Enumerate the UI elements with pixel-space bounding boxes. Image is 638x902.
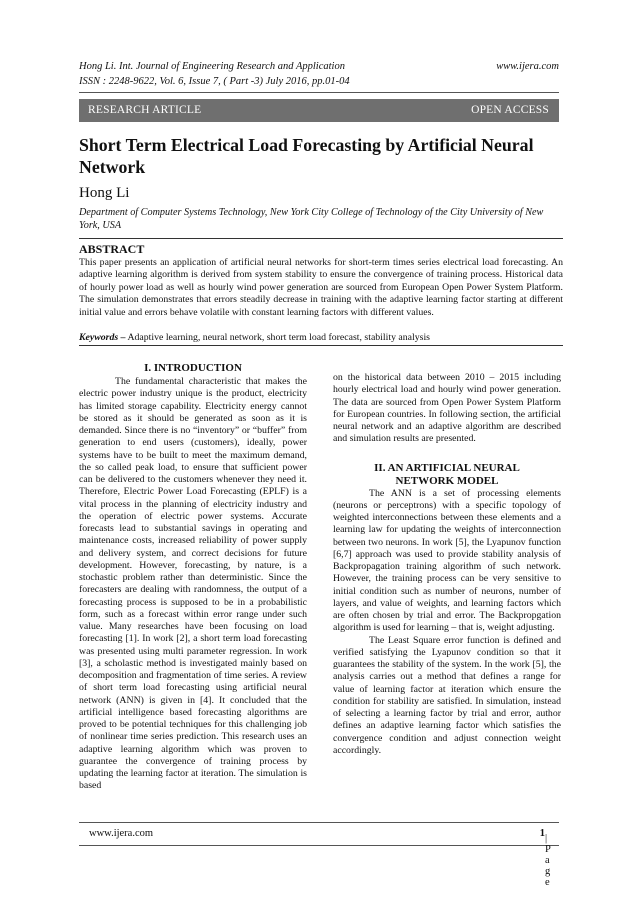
running-header-issn: ISSN : 2248-9622, Vol. 6, Issue 7, ( Part -3) July 2016, pp.01-04 [79, 76, 350, 87]
keywords-label: Keywords – [79, 332, 126, 343]
abstract-heading: ABSTRACT [79, 242, 145, 256]
section-heading-introduction: I. INTRODUCTION [144, 362, 242, 374]
page-number: 1 [539, 828, 545, 839]
introduction-paragraph: The fundamental characteristic that makes the electric power industry unique is the product, electricity has limited storage capability. Electricity energy cannot be stored as it should be generated as soon as it is demanded. Since there is no “inventory” or “buffer” from generation to end users (customers), ideally, power systems have to be built to meet the maximum demand, the so called peak load, to ensure that sufficient power can be delivered to the customers whenever they need it. Therefore, Electric Power Load Forecasting (EPLF) is a vital process in the planning of electricity industry and the operation of electric power systems. Accurate forecasts lead to substantial savings in operating and maintenance costs, increased reliability of power supply and delivery system, and correct decisions for future development. However, forecasting, by nature, is a stochastic problem rather than deterministic. Since the forecasters are dealing with randomness, the output of a forecasting process is supposed to be in a probabilistic form, such as a forecast within error range under such value. Many researches have been focusing on load forecasting [1]. In work [2], a short term load forecasting was presented using multi parameter regression. In work [3], a scholastic method is investigated mainly based on decomposition and fragmentation of time series. A review of short term load forecasting using artificial neural network (ANN) is given in [4]. It concluded that the artificial intelligence based forecasting algorithms are proved to be potential techniques for this challenging job of nonlinear time series prediction. This research uses an adaptive learning algorithm which was proven to guarantee the convergence of training process by updating the learning factor at iteration. The simulation is based [79, 376, 307, 792]
section-heading-line-2: NETWORK MODEL [395, 474, 499, 487]
keywords-line [79, 332, 430, 343]
abstract-text: This paper presents an application of artificial neural networks for short-term times series electrical load forecasting. An adaptive learning algorithm is derived from system stability to ensure the convergence of training process. Historical data of hourly power load as well as hourly wind power generation are sourced from European Open Power System Platform. The simulation demonstrates that errors steadily decrease in training with the adaptive learning factor starting at different initial value and errors behave volatile with constant learning factors with different values. [79, 257, 563, 318]
least-square-paragraph: The Least Square error function is defined and verified satisfying the Lyapunov condition so that it guarantees the stability of the system. In the work [5], the analysis carries out a method that defines a range for value of learning factor at iteration which ensure the condition for stability are satisfied. In simulation, instead of selecting a learning factor by trial and error, author defines an adaptive learning factor which satisfies the convergence condition and adjust connection weight accordingly. [333, 634, 561, 756]
running-header-website: www.ijera.com [496, 61, 559, 72]
footer-website: www.ijera.com [89, 828, 154, 839]
header-rule [79, 92, 559, 93]
open-access-label: OPEN ACCESS [471, 104, 549, 116]
right-column [333, 372, 561, 757]
running-header-journal: Hong Li. Int. Journal of Engineering Research and Application [79, 61, 345, 72]
article-type-band [79, 99, 559, 122]
section-heading-ann-model [333, 462, 561, 488]
research-article-label: RESEARCH ARTICLE [88, 104, 202, 116]
page-footer [79, 822, 559, 888]
page-label: | P a g e [545, 833, 551, 888]
author-affiliation: Department of Computer Systems Technology, New York City College of Technology of the City University of New York, USA [79, 207, 544, 231]
ann-paragraph: The ANN is a set of processing elements (neurons or perceptrons) with a specific topology of weighted interconnections between these elements and a learning law for updating the weights of interconnection between two neurons. In work [5], the Lyapunov function [6,7] approach was used to provide stability analysis of Backpropagation training algorithm of such network. However, the training process can be very sensitive to initial condition such as number of neurons, number of layers, and value of weights, and learning factors which are often chosen by trial and error. The Backpropgation algorithm is used for learning – that is, weight adjusting. [333, 487, 561, 634]
left-column [79, 362, 307, 793]
introduction-continued-paragraph: on the historical data between 2010 – 2015 including hourly electrical load and hourly wind power generation. The data are sourced from Open Power System Platform for European countries. In following section, the artificial neural network and an adaptive algorithm are described and simulation results are presented. [333, 372, 561, 445]
footer-page [539, 828, 551, 888]
section-heading-line-1: II. AN ARTIFICIAL NEURAL [374, 461, 520, 474]
keywords-text: Adaptive learning, neural network, short term load forecast, stability analysis [125, 332, 430, 343]
paper-title: Short Term Electrical Load Forecasting by Artificial Neural Network [79, 135, 534, 177]
author-name: Hong Li [79, 185, 130, 201]
